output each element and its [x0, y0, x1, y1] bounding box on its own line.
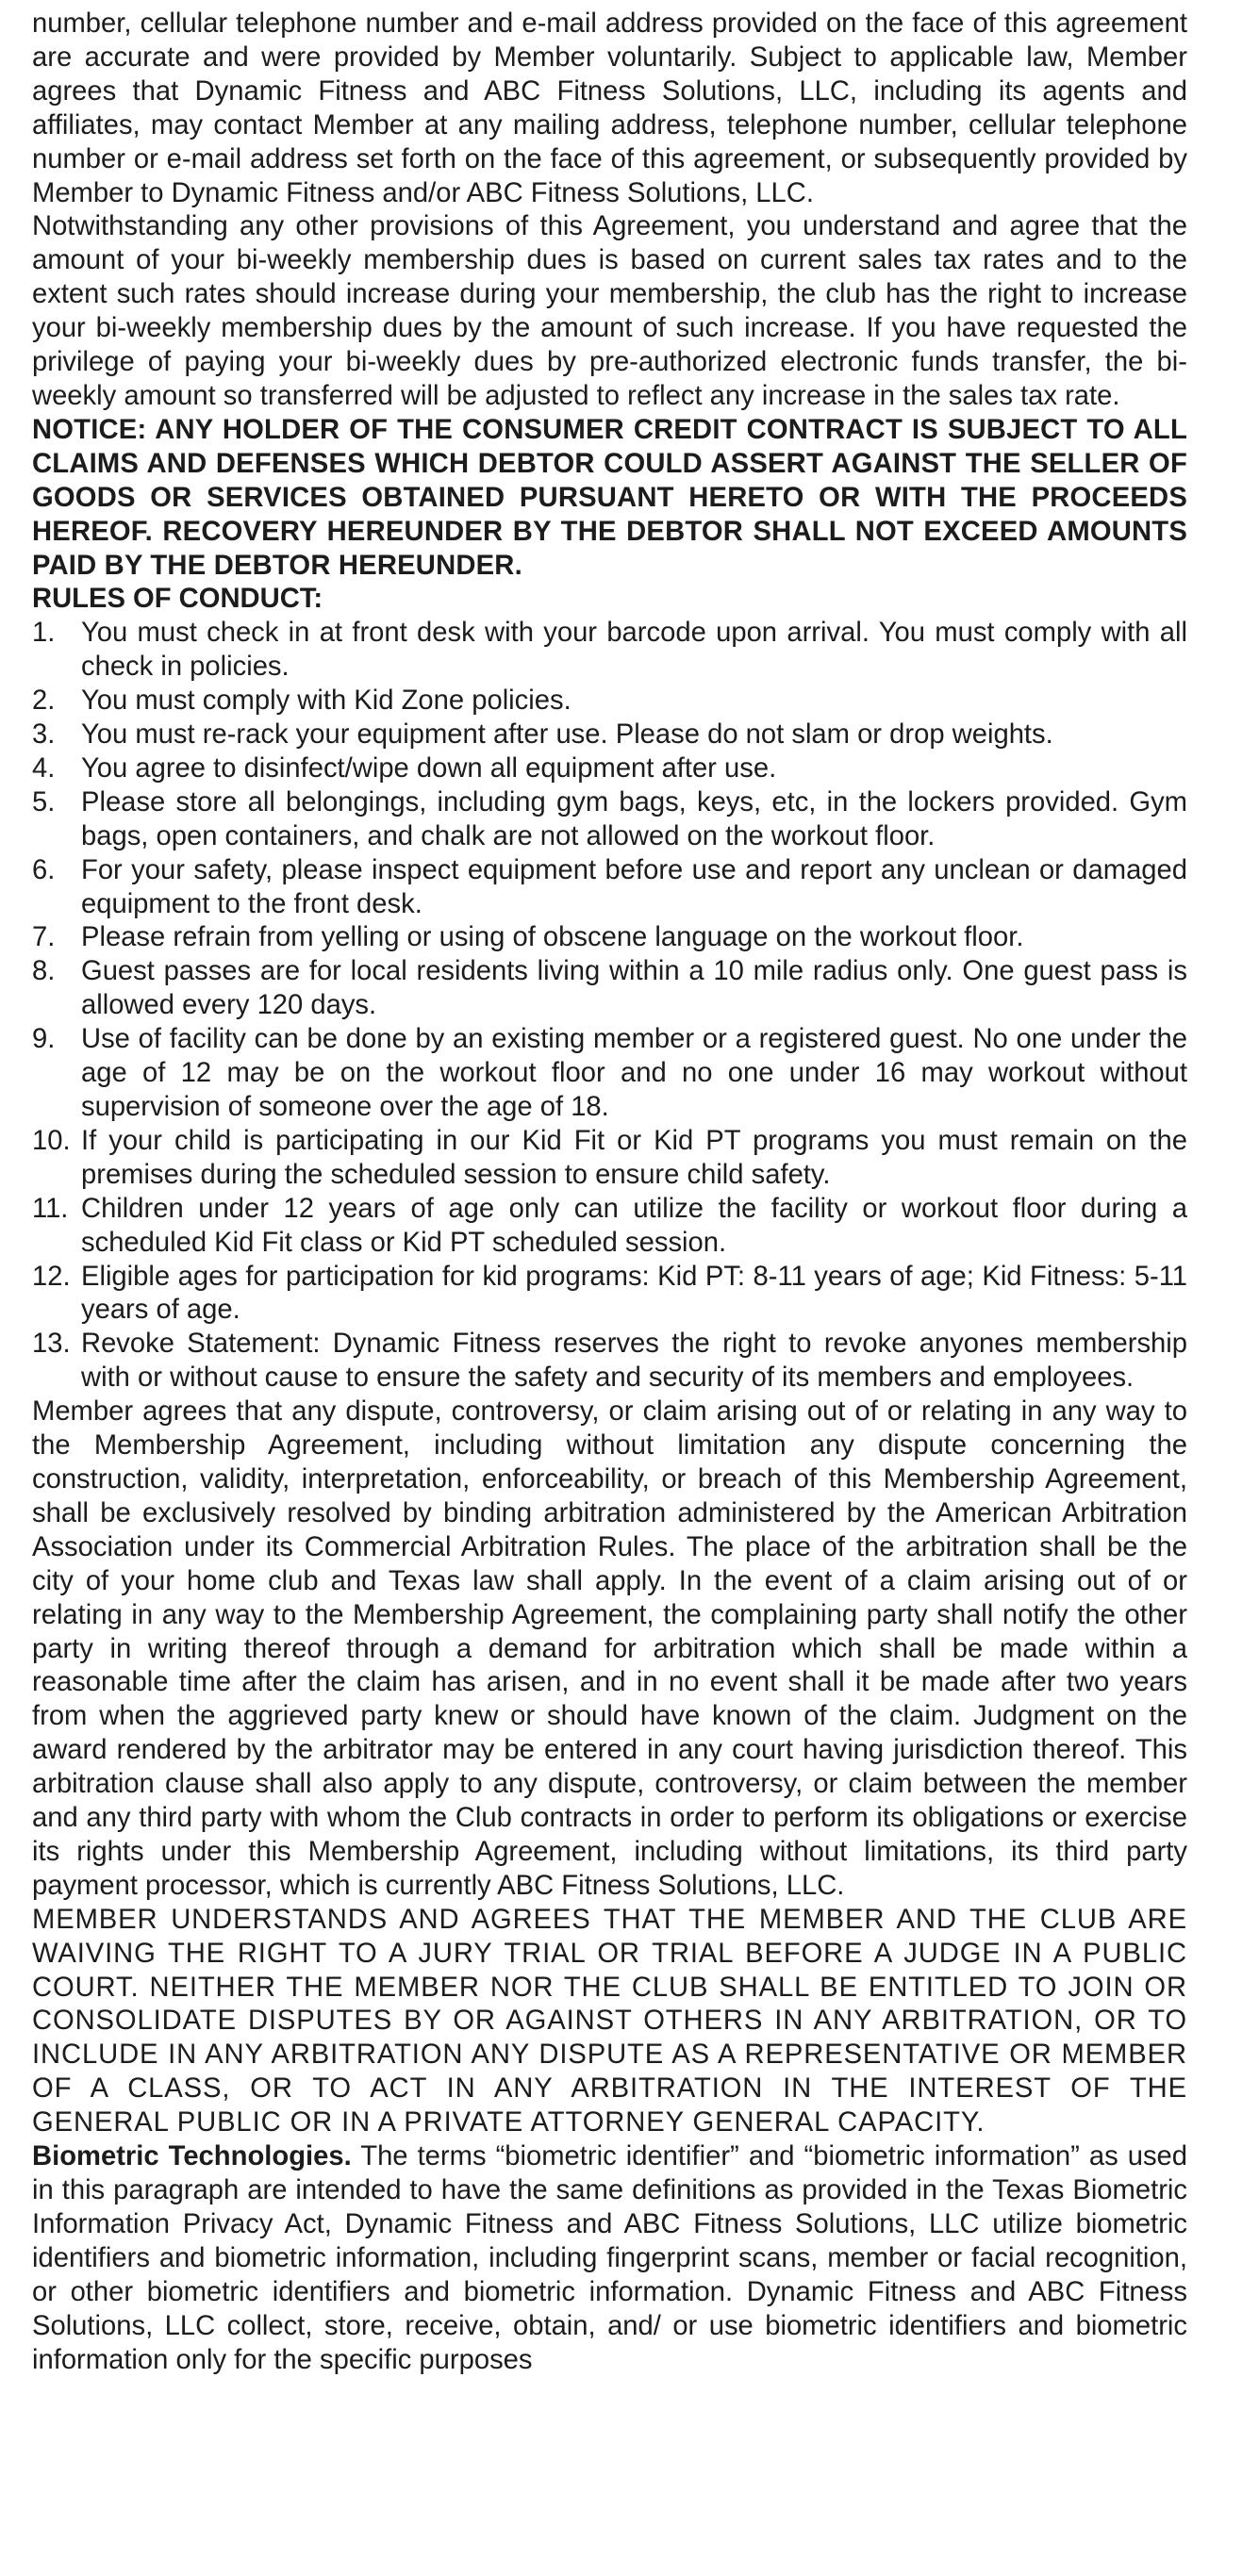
rule-item: [32, 1023, 1187, 1125]
rule-item: [32, 854, 1187, 922]
rule-text: You must check in at front desk with your barcode upon arrival. You must comply with all check in policies.: [81, 618, 1187, 683]
rule-number: 7.: [32, 922, 56, 953]
rule-item: [32, 685, 1187, 718]
rule-number: 3.: [32, 719, 56, 751]
rule-text: If your child is participating in our Kid Fit or Kid PT programs you must remain on the premises during the scheduled session to ensure child safety.: [81, 1125, 1187, 1190]
rule-text: For your safety, please inspect equipment before use and report any unclean or damaged equipment to the front desk.: [81, 854, 1187, 919]
rule-text: Eligible ages for participation for kid programs: Kid PT: 8-11 years of age; Kid Fitness: 5-11 years of age.: [81, 1261, 1187, 1326]
biometric-paragraph: [32, 2140, 1187, 2377]
rule-item: [32, 617, 1187, 685]
rule-text: Guest passes are for local residents living within a 10 mile radius only. One guest pass is allowed every 120 days.: [81, 956, 1187, 1021]
sales-tax-paragraph: Notwithstanding any other provisions of this Agreement, you understand and agree that the amount of your bi-weekly membership dues is based on current sales tax rates and to the extent such rates should increase during your membership, the club has the right to increase your bi-weekly membership dues by the amount of such increase. If you have requested the privilege of paying your bi-weekly dues by pre-authorized electronic funds transfer, the bi-weekly amount so transferred will be adjusted to reflect any increase in the sales tax rate.: [32, 211, 1187, 411]
rule-item: [32, 1125, 1187, 1193]
rule-item: [32, 955, 1187, 1023]
rule-number: 13.: [32, 1329, 71, 1360]
jury-waiver-paragraph: MEMBER UNDERSTANDS AND AGREES THAT THE MEMBER AND THE CLUB ARE WAIVING THE RIGHT TO A JURY TRIAL OR TRIAL BEFORE A JUDGE IN A PUBLIC COURT. NEITHER THE MEMBER NOR THE CLUB SHALL BE ENTITLED TO JOIN OR CONSOLIDATE DISPUTES BY OR AGAINST OTHERS IN ANY ARBITRATION, OR TO INCLUDE IN ANY ARBITRATION ANY DISPUTE AS A REPRESENTATIVE OR MEMBER OF A CLASS, OR TO ACT IN ANY ARBITRATION IN THE INTEREST OF THE GENERAL PUBLIC OR IN A PRIVATE ATTORNEY GENERAL CAPACITY.: [32, 1904, 1187, 2138]
rule-text: Use of facility can be done by an existing member or a registered guest. No one under the age of 12 may be on the workout floor and no one under 16 may workout without supervision of someone over the age of 18.: [81, 1024, 1187, 1122]
rule-text: You must comply with Kid Zone policies.: [81, 685, 572, 717]
rule-text: Please store all belongings, including gym bags, keys, etc, in the lockers provided. Gym bags, open containers, and chalk are not allowed on the workout floor.: [81, 786, 1187, 851]
rule-item: [32, 1261, 1187, 1329]
rule-number: 1.: [32, 618, 56, 649]
contact-consent-paragraph: number, cellular telephone number and e-mail address provided on the face of this agreement are accurate and were provided by Member voluntarily. Subject to applicable law, Member agrees that Dynamic Fitness and ABC Fitness Solutions, LLC, including its agents and affiliates, may contact Member at any mailing address, telephone number, cellular telephone number or e-mail address set forth on the face of this agreement, or subsequently provided by Member to Dynamic Fitness and/or ABC Fitness Solutions, LLC.: [32, 8, 1187, 208]
rule-item: [32, 786, 1187, 854]
rule-number: 4.: [32, 752, 56, 784]
rule-item: [32, 1328, 1187, 1395]
rules-heading: RULES OF CONDUCT:: [32, 584, 323, 615]
rule-text: You must re-rack your equipment after use. Please do not slam or drop weights.: [81, 719, 1053, 751]
rule-text: Children under 12 years of age only can utilize the facility or workout floor during a scheduled Kid Fit class or Kid PT scheduled session.: [81, 1193, 1187, 1258]
rule-number: 5.: [32, 786, 56, 817]
rule-item: [32, 718, 1187, 752]
rule-number: 12.: [32, 1261, 71, 1292]
rule-text: Please refrain from yelling or using of obscene language on the workout floor.: [81, 922, 1024, 953]
rule-number: 9.: [32, 1024, 56, 1055]
rule-number: 6.: [32, 854, 56, 885]
rule-number: 8.: [32, 956, 56, 987]
rule-item: [32, 1193, 1187, 1261]
consumer-credit-notice: NOTICE: ANY HOLDER OF THE CONSUMER CREDIT CONTRACT IS SUBJECT TO ALL CLAIMS AND DEFENSES WHICH DEBTOR COULD ASSERT AGAINST THE SELLER OF GOODS OR SERVICES OBTAINED PURSUANT HERETO OR WITH THE PROCEEDS HEREOF. RECOVERY HEREUNDER BY THE DEBTOR SHALL NOT EXCEED AMOUNTS PAID BY THE DEBTOR HEREUNDER.: [32, 414, 1187, 581]
rule-item: [32, 921, 1187, 955]
rule-number: 10.: [32, 1125, 71, 1156]
rules-list: [32, 617, 1187, 1395]
rule-number: 2.: [32, 685, 56, 717]
rule-text: Revoke Statement: Dynamic Fitness reserves the right to revoke anyones membership with or without cause to ensure the safety and security of its members and employees.: [81, 1329, 1187, 1394]
agreement-page: [32, 8, 1187, 2377]
biometric-heading: Biometric Technologies.: [32, 2141, 352, 2172]
rule-text: You agree to disinfect/wipe down all equipment after use.: [81, 752, 777, 784]
rule-item: [32, 752, 1187, 786]
biometric-text: The terms “biometric identifier” and “biometric information” as used in this paragraph are intended to have the same definitions as provided in the Texas Biometric Information Privacy Act, Dynamic Fitness and ABC Fitness Solutions, LLC utilize biometric identifiers and biometric information, including fingerprint scans, member or facial recognition, or other biometric identifiers and biometric information. Dynamic Fitness and ABC Fitness Solutions, LLC collect, store, receive, obtain, and/ or use biometric identifiers and biometric information only for the specific purposes: [32, 2141, 1187, 2375]
arbitration-paragraph: Member agrees that any dispute, controversy, or claim arising out of or relating in any way to the Membership Agreement, including without limitation any dispute concerning the construction, validity, interpretation, enforceability, or breach of this Membership Agreement, shall be exclusively resolved by binding arbitration administered by the American Arbitration Association under its Commercial Arbitration Rules. The place of the arbitration shall be the city of your home club and Texas law shall apply. In the event of a claim arising out of or relating in any way to the Membership Agreement, the complaining party shall notify the other party in writing thereof through a demand for arbitration which shall be made within a reasonable time after the claim has arisen, and in no event shall it be made after two years from when the aggrieved party knew or should have known of the claim. Judgment on the award rendered by the arbitrator may be entered in any court having jurisdiction thereof. This arbitration clause shall also apply to any dispute, controversy, or claim between the member and any third party with whom the Club contracts in order to perform its obligations or exercise its rights under this Membership Agreement, including without limitations, its third party payment processor, which is currently ABC Fitness Solutions, LLC.: [32, 1396, 1187, 1901]
rule-number: 11.: [32, 1193, 69, 1224]
